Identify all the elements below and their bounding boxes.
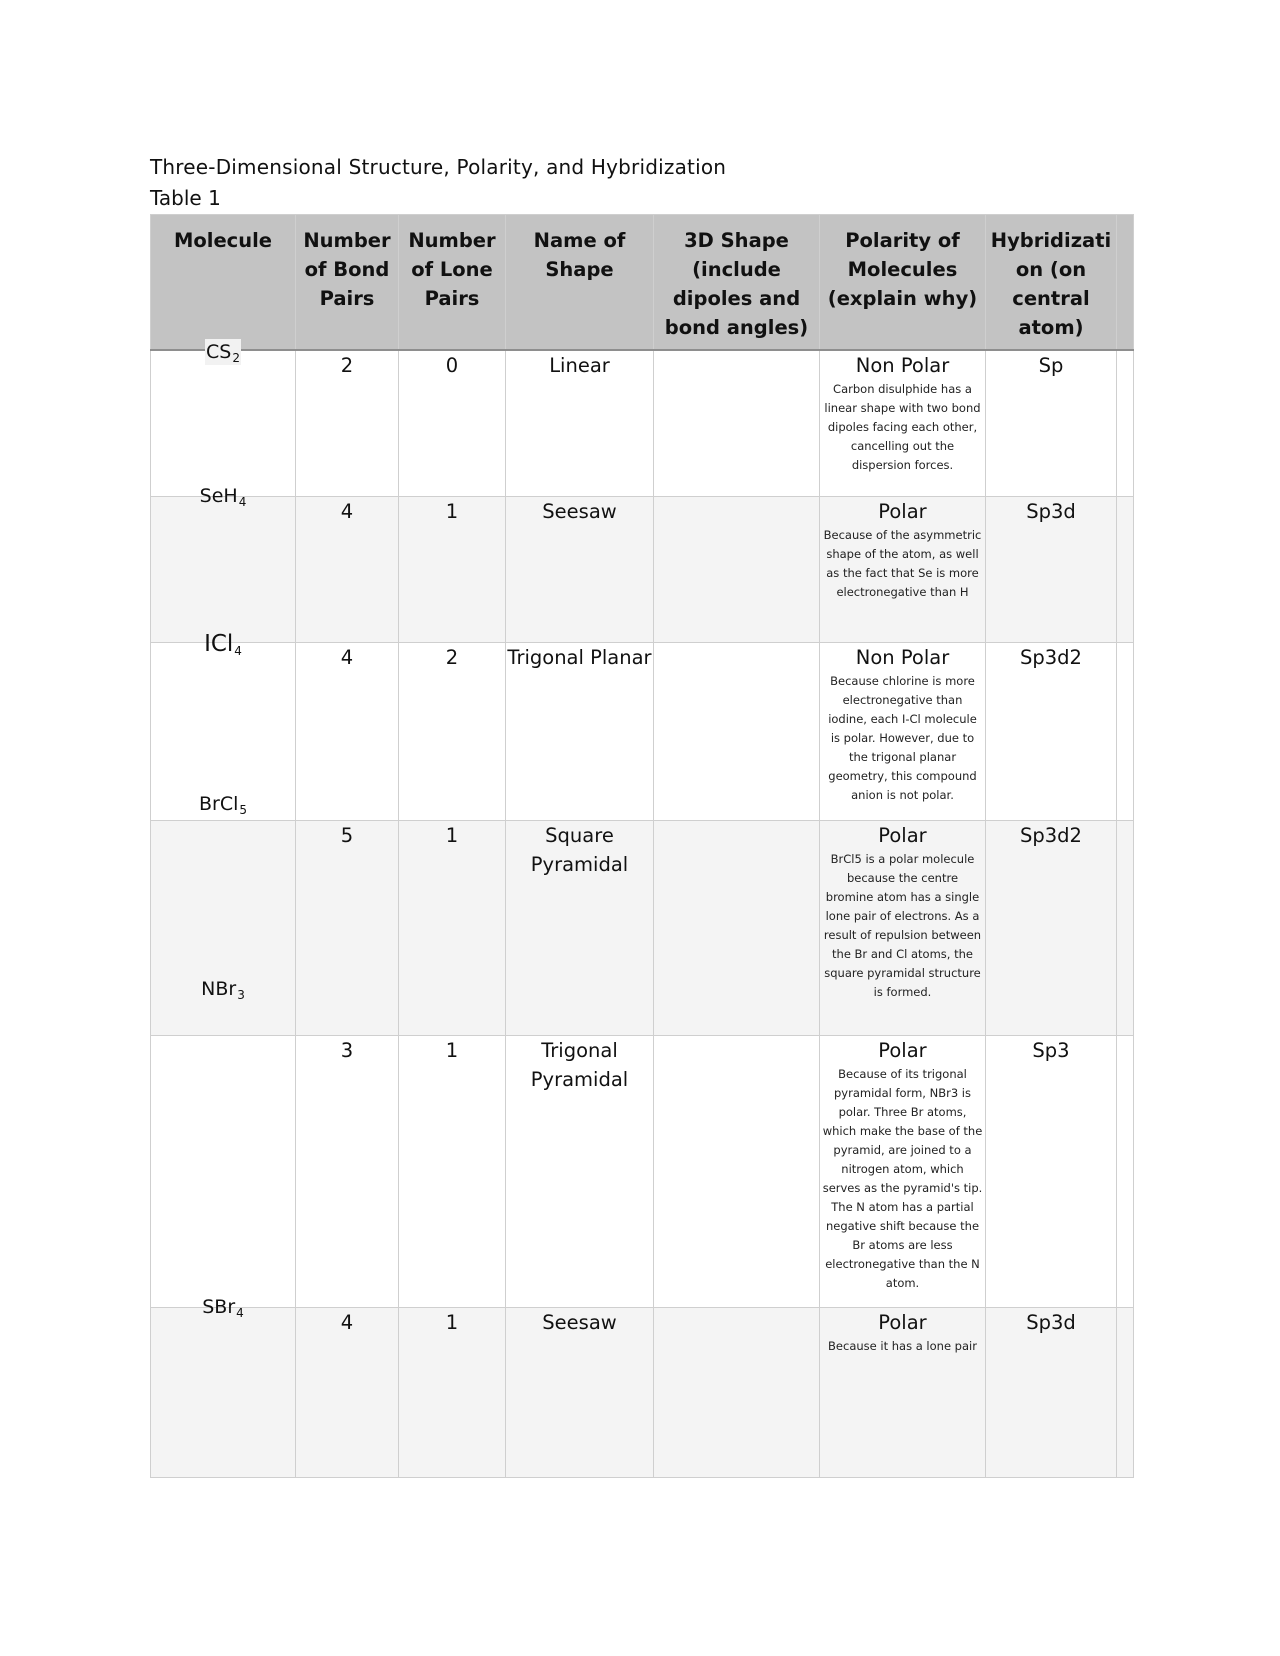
polarity-cell <box>820 820 986 1035</box>
3d-shape-cell <box>654 820 820 1035</box>
document-title: Three-Dimensional Structure, Polarity, and Hybridization <box>150 155 727 179</box>
polarity-label: Polar <box>878 1310 927 1334</box>
polarity-explanation: Because it has a lone pair <box>828 1338 977 1353</box>
molecule-cell <box>151 341 296 496</box>
molecule-formula: NBr <box>201 977 237 1000</box>
bond-pairs-cell: 4 <box>296 496 399 642</box>
3d-shape-cell <box>654 1035 820 1307</box>
molecule-subscript: 4 <box>236 1305 244 1320</box>
3d-shape-cell <box>654 496 820 642</box>
molecule-cell <box>151 792 296 1035</box>
shape-name-cell: Square Pyramidal <box>506 820 654 1035</box>
shape-name-cell: Linear <box>506 350 654 496</box>
shape-name-cell: Seesaw <box>506 496 654 642</box>
table-row <box>151 642 1134 820</box>
bond-pairs-cell: 4 <box>296 642 399 820</box>
table-row <box>151 1035 1134 1307</box>
polarity-explanation: Because of the asymmetric shape of the atom, as well as the fact that Se is more electronegative than H <box>823 527 982 599</box>
header-3d-shape: 3D Shape (include dipoles and bond angles) <box>654 215 820 351</box>
bond-pairs-cell: 2 <box>296 350 399 496</box>
shape-name-cell: Trigonal Pyramidal <box>506 1035 654 1307</box>
table-header-row <box>151 215 1134 351</box>
header-lone-pairs: Number of Lone Pairs <box>399 215 506 351</box>
polarity-cell <box>820 642 986 820</box>
lone-pairs-cell: 1 <box>399 1035 506 1307</box>
hybridization-cell: Sp3d <box>986 496 1117 642</box>
polarity-label: Non Polar <box>855 354 950 377</box>
polarity-cell <box>820 496 986 642</box>
header-bond-pairs: Number of Bond Pairs <box>296 215 399 351</box>
molecule-formula: SBr <box>202 1295 236 1318</box>
header-shape-name: Name of Shape <box>506 215 654 351</box>
molecule-formula: CS <box>206 341 232 363</box>
hybridization-cell: Sp3d2 <box>986 642 1117 820</box>
3d-shape-cell <box>654 642 820 820</box>
3d-shape-cell <box>654 1307 820 1477</box>
polarity-explanation: Carbon disulphide has a linear shape with two bond dipoles facing each other, cancelling out the dispersion forces. <box>824 382 981 472</box>
molecule-cell <box>151 1295 296 1477</box>
molecule-formula: SeH <box>199 484 238 507</box>
molecule-formula: BrCl <box>198 792 239 815</box>
polarity-cell <box>820 350 986 496</box>
table-caption: Table 1 <box>150 186 221 210</box>
lone-pairs-cell: 1 <box>399 1307 506 1477</box>
shape-name-cell: Trigonal Planar <box>506 642 654 820</box>
molecule-cell <box>151 977 296 1307</box>
lone-pairs-cell: 1 <box>399 496 506 642</box>
extra-cell <box>1117 350 1134 496</box>
polarity-label: Polar <box>878 1038 927 1062</box>
molecule-subscript: 2 <box>232 351 240 365</box>
header-extra-column <box>1117 215 1134 351</box>
polarity-explanation: Because of its trigonal pyramidal form, NBr3 is polar. Three Br atoms, which make the base of the pyramid, are joined to a nitrogen atom, which serves as the pyramid's tip. The N atom has a partial negative shift because the Br atoms are less electronegative than the N atom. <box>822 1066 983 1290</box>
table-row <box>151 1307 1134 1477</box>
3d-shape-cell <box>654 350 820 496</box>
extra-cell <box>1117 820 1134 1035</box>
polarity-label: Polar <box>878 499 927 523</box>
molecule-cell <box>151 484 296 642</box>
lone-pairs-cell: 1 <box>399 820 506 1035</box>
polarity-label: Non Polar <box>855 645 950 669</box>
shape-name-cell: Seesaw <box>506 1307 654 1477</box>
hybridization-cell: Sp3d2 <box>986 820 1117 1035</box>
table-row <box>151 820 1134 1035</box>
lone-pairs-cell: 2 <box>399 642 506 820</box>
table-row <box>151 496 1134 642</box>
table-row <box>151 350 1134 496</box>
hybridization-cell: Sp3d <box>986 1307 1117 1477</box>
extra-cell <box>1117 1035 1134 1307</box>
hybridization-cell: Sp <box>986 350 1117 496</box>
polarity-cell <box>820 1307 986 1477</box>
polarity-cell <box>820 1035 986 1307</box>
molecule-subscript: 4 <box>238 494 247 509</box>
structure-table <box>150 214 1134 1478</box>
lone-pairs-cell: 0 <box>399 350 506 496</box>
bond-pairs-cell: 5 <box>296 820 399 1035</box>
header-hybridization: Hybridizati on (on central atom) <box>986 215 1117 351</box>
molecule-subscript: 5 <box>239 802 248 817</box>
bond-pairs-cell: 3 <box>296 1035 399 1307</box>
molecule-subscript: 3 <box>237 987 245 1002</box>
polarity-explanation: BrCl5 is a polar molecule because the centre bromine atom has a single lone pair of electrons. As a result of repulsion between the Br and Cl atoms, the square pyramidal structure is formed. <box>823 851 982 999</box>
molecule-formula: ICl <box>204 630 234 657</box>
hybridization-cell: Sp3 <box>986 1035 1117 1307</box>
extra-cell <box>1117 1307 1134 1477</box>
extra-cell <box>1117 496 1134 642</box>
extra-cell <box>1117 642 1134 820</box>
polarity-label: Polar <box>878 823 927 847</box>
polarity-explanation: Because chlorine is more electronegative than iodine, each I-Cl molecule is polar. However, due to the trigonal planar geometry, this compound anion is not polar. <box>828 673 977 802</box>
molecule-subscript: 4 <box>234 643 242 658</box>
header-polarity: Polarity of Molecules (explain why) <box>820 215 986 351</box>
header-molecule: Molecule <box>151 215 296 351</box>
bond-pairs-cell: 4 <box>296 1307 399 1477</box>
